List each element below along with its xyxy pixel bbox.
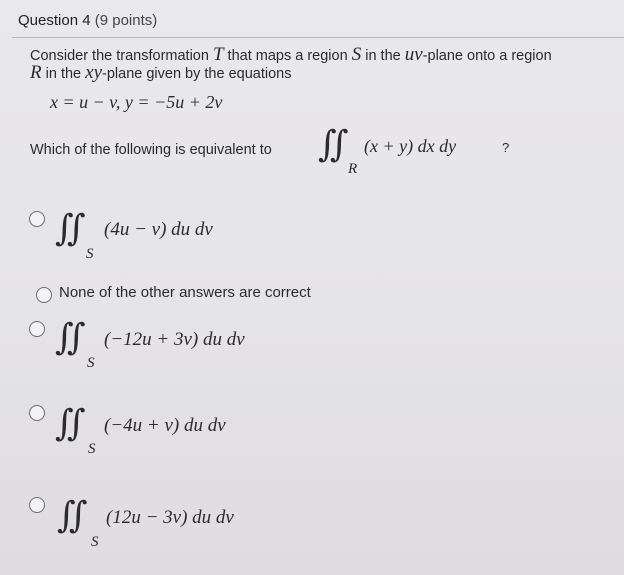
header-divider: [12, 37, 624, 38]
option-expression: (4u − v) du dv: [104, 219, 213, 240]
radio-button[interactable]: [29, 211, 45, 227]
symbol-T: T: [212, 44, 224, 65]
radio-button[interactable]: [29, 405, 45, 421]
question-ask-text: Which of the following is equivalent to: [30, 142, 272, 158]
integral-region-label: S: [88, 441, 96, 457]
symbol-S: S: [351, 44, 362, 65]
question-number: Question 4: [18, 12, 91, 29]
question-mark: ?: [502, 140, 510, 155]
transformation-equations: x = u − v, y = −5u + 2v: [50, 92, 223, 112]
double-integral-symbol: ∬: [55, 208, 86, 249]
option-expression: (12u − 3v) du dv: [106, 507, 234, 528]
symbol-R: R: [30, 62, 42, 83]
symbol-xy: xy: [85, 62, 103, 83]
option-expression: (−12u + 3v) du dv: [104, 329, 245, 350]
prompt-line-1: Consider the transformation T that maps a region S in the uv-plane onto a region: [30, 44, 552, 65]
option-expression: (−4u + v) du dv: [104, 415, 226, 436]
question-title: [18, 12, 157, 29]
integral-region-label: S: [87, 355, 95, 371]
radio-button[interactable]: [29, 497, 45, 513]
question-points: (9 points): [94, 12, 158, 29]
integral-region-label: S: [91, 534, 99, 550]
symbol-uv: uv: [404, 44, 423, 65]
radio-button[interactable]: [29, 321, 45, 337]
option-text: None of the other answers are correct: [59, 284, 311, 301]
integral-region-label: S: [86, 246, 94, 262]
double-integral-symbol: ∬: [55, 317, 86, 358]
integrand-expression: (x + y) dx dy: [364, 136, 457, 156]
double-integral-symbol: ∬: [57, 495, 88, 536]
double-integral-symbol: ∬: [55, 403, 86, 444]
double-integral-symbol: ∬: [318, 124, 349, 165]
prompt-line-2: R in the xy-plane given by the equations: [30, 62, 292, 83]
radio-button[interactable]: [36, 287, 52, 303]
integral-region-label: R: [348, 161, 358, 177]
